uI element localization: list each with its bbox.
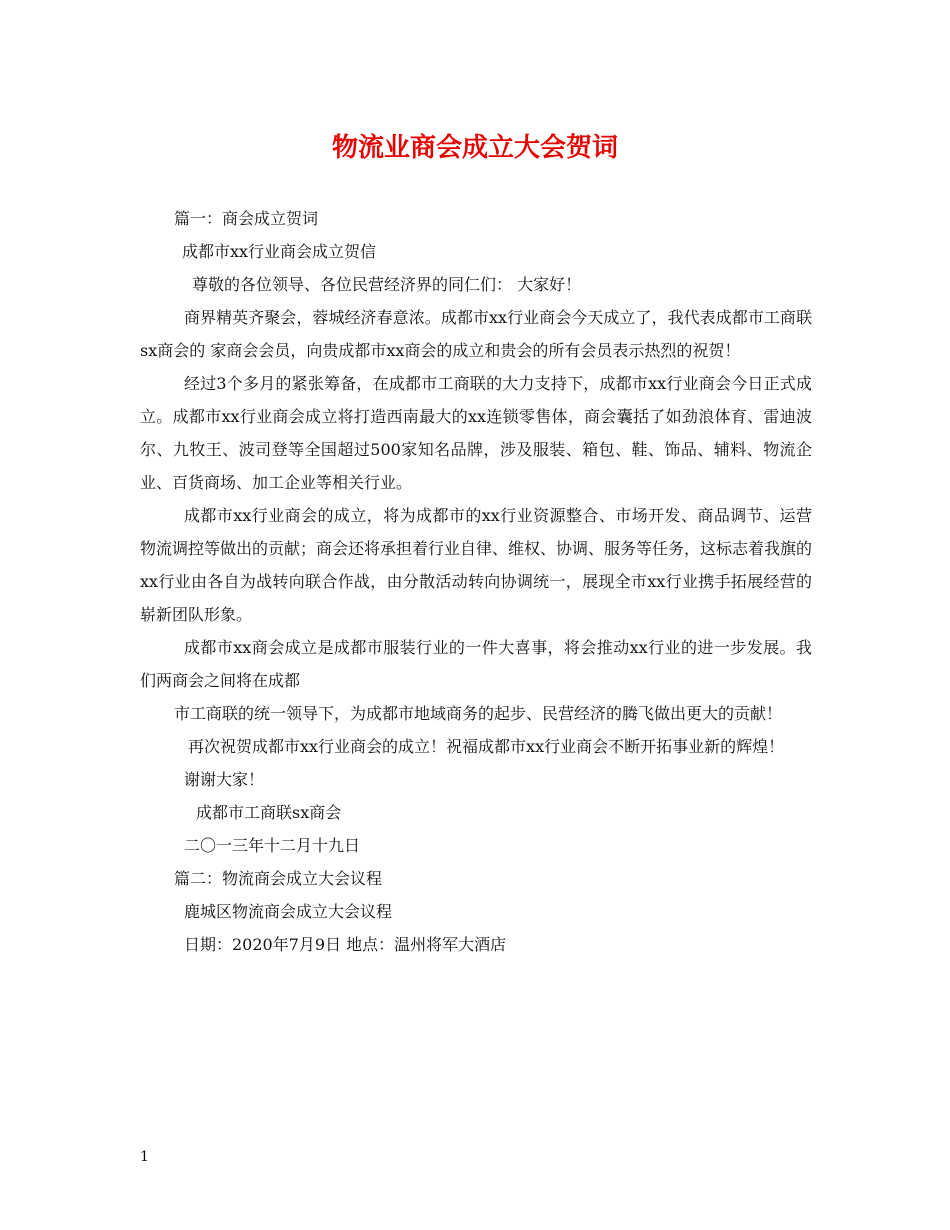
body-paragraph: 成都市xx行业商会的成立，将为成都市的xx行业资源整合、市场开发、商品调节、运营物流调控等做出的贡献；商会还将承担着行业自律、维权、协调、服务等任务，这标志着我旗的xx行业由各自为战转向联合作战，由分散活动转向协调统一，展现全市xx行业携手拓展经营的崭新团队形象。	[140, 506, 813, 624]
section-heading-2: 篇二：物流商会成立大会议程	[174, 869, 383, 888]
document-body	[140, 202, 812, 961]
section-heading-1: 篇一：商会成立贺词	[174, 209, 319, 228]
body-paragraph: 成都市xx商会成立是成都市服装行业的一件大喜事，将会推动xx行业的进一步发展。我们两商会之间将在成都	[140, 638, 812, 690]
body-paragraph: 再次祝贺成都市xx行业商会的成立！祝福成都市xx行业商会不断开拓事业新的辉煌！	[188, 737, 785, 756]
signature-date: 二〇一三年十二月十九日	[184, 836, 361, 855]
document-title: 物流业商会成立大会贺词	[331, 133, 618, 163]
agenda-title: 鹿城区物流商会成立大会议程	[184, 902, 393, 921]
body-paragraph: 经过3个多月的紧张筹备，在成都市工商联的大力支持下，成都市xx行业商会今日正式成立。成都市xx行业商会成立将打造西南最大的xx连锁零售体，商会囊括了如劲浪体育、雷迪波尔、九牧王、波司登等全国超过500家知名品牌，涉及服装、箱包、鞋、饰品、辅料、物流企业、百货商场、加工企业等相关行业。	[140, 374, 812, 492]
page-number: 1	[140, 1149, 149, 1165]
salutation: 尊敬的各位领导、各位民营经济界的同仁们： 大家好！	[192, 275, 582, 294]
body-paragraph: 商界精英齐聚会，蓉城经济春意浓。成都市xx行业商会今天成立了，我代表成都市工商联sx商会的 家商会会员，向贵成都市xx商会的成立和贵会的所有会员表示热烈的祝贺！	[140, 308, 812, 360]
closing-thanks: 谢谢大家！	[184, 770, 265, 789]
signature-organization: 成都市工商联sx商会	[196, 803, 342, 822]
agenda-date-location: 日期：2020年7月9日 地点：温州将军大酒店	[184, 935, 507, 954]
letter-title: 成都市xx行业商会成立贺信	[182, 242, 377, 261]
body-paragraph: 市工商联的统一领导下，为成都市地域商务的起步、民营经济的腾飞做出更大的贡献！	[174, 704, 783, 723]
